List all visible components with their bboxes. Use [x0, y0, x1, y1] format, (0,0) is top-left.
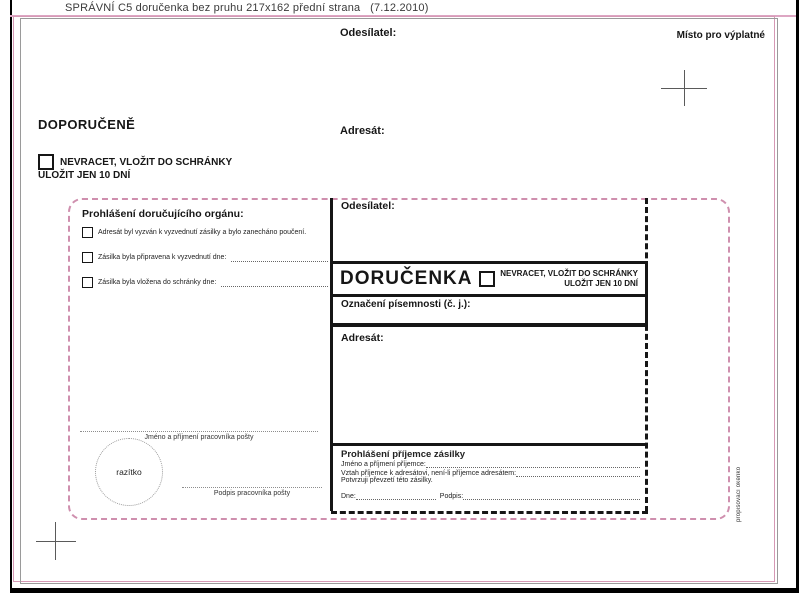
dotted-fill-line: [516, 470, 640, 477]
deliverer-option-label: Zásilka byla připravena k vyzvednutí dne:: [98, 254, 227, 261]
checkbox-icon: [82, 277, 93, 288]
recipient-name-row: [341, 461, 640, 468]
recipient-confirmation-label: Potvrzuji převzetí této zásilky.: [341, 477, 433, 484]
delivery-receipt-header: [330, 261, 648, 297]
stamp-area: [95, 438, 163, 506]
sheet-border-right: [796, 0, 799, 590]
document-reference-box: [330, 297, 648, 327]
sheet-border-bottom: [10, 588, 799, 593]
side-vertical-note: propisovací okénko: [736, 466, 742, 522]
deliverer-option-label: Adresát byl vyzván k vyzvednutí zásilky a bylo zanecháno poučení.: [98, 229, 307, 236]
clerk-name-line: [80, 431, 318, 432]
dotted-fill-line: [426, 461, 640, 468]
no-return-label-line1: NEVRACET, VLOŽIT DO SCHRÁNKY: [60, 156, 233, 168]
card-sender-label: Odesílatel:: [341, 200, 395, 212]
dotted-fill-line: [356, 493, 436, 500]
no-return-option: [38, 154, 232, 170]
registration-cross-icon: [55, 522, 56, 560]
dotted-fill-line: [231, 253, 328, 262]
registration-cross-icon: [36, 541, 76, 542]
card-no-return-line1: NEVRACET, VLOŽIT DO SCHRÁNKY: [500, 269, 638, 279]
deliverer-declaration-title: Prohlášení doručujícího orgánu:: [82, 208, 244, 220]
card-addressee-label: Adresát:: [341, 332, 384, 344]
print-proof-title: SPRÁVNÍ C5 doručenka bez pruhu 217x162 přední strana (7.12.2010): [65, 2, 429, 14]
deliverer-option-row: [82, 277, 328, 288]
deliverer-option-row: [82, 252, 328, 263]
clerk-name-label: Jméno a příjmení pracovníka pošty: [144, 434, 254, 441]
checkbox-icon: [38, 154, 54, 170]
registration-cross-icon: [684, 70, 685, 106]
stamp-label: razítko: [116, 467, 142, 477]
date-label: Dne:: [341, 493, 356, 500]
card-no-return-line2: ULOŽIT JEN 10 DNÍ: [564, 279, 638, 288]
date-signature-row: [341, 493, 640, 500]
delivery-receipt-title: DORUČENKA: [340, 268, 473, 289]
fold-perforation-line-bottom: [331, 511, 648, 514]
dotted-fill-line: [463, 493, 640, 500]
no-return-label-line2: ULOŽIT JEN 10 DNÍ: [38, 170, 131, 181]
deliverer-option-row: [82, 227, 328, 238]
checkbox-icon: [479, 271, 495, 287]
recipient-declaration-title: Prohlášení příjemce zásilky: [341, 449, 466, 460]
document-reference-label: Označení písemnosti (č. j.):: [341, 299, 471, 310]
dotted-fill-line: [221, 278, 328, 287]
signature-label: Podpis:: [439, 493, 464, 500]
checkbox-icon: [82, 252, 93, 263]
sheet-border-left: [10, 0, 12, 590]
envelope-sender-label: Odesílatel:: [340, 27, 397, 39]
recipient-relation-row: [341, 470, 640, 477]
recipient-relation-label: Vztah příjemce k adresátovi, není-li příjemce adresátem:: [341, 470, 517, 477]
clerk-signature-label: Podpis pracovníka pošty: [213, 490, 291, 497]
recipient-declaration-box: [330, 443, 648, 511]
deliverer-option-label: Zásilka byla vložena do schránky dne:: [98, 279, 217, 286]
envelope-addressee-label: Adresát:: [340, 125, 385, 137]
registered-mail-label: DOPORUČENĚ: [38, 117, 136, 132]
postage-area-label: Místo pro výplatné: [676, 30, 765, 41]
clerk-signature-line: [182, 487, 322, 488]
checkbox-icon: [82, 227, 93, 238]
card-no-return-option: [479, 269, 638, 288]
recipient-name-label: Jméno a příjmení příjemce:: [341, 461, 426, 468]
